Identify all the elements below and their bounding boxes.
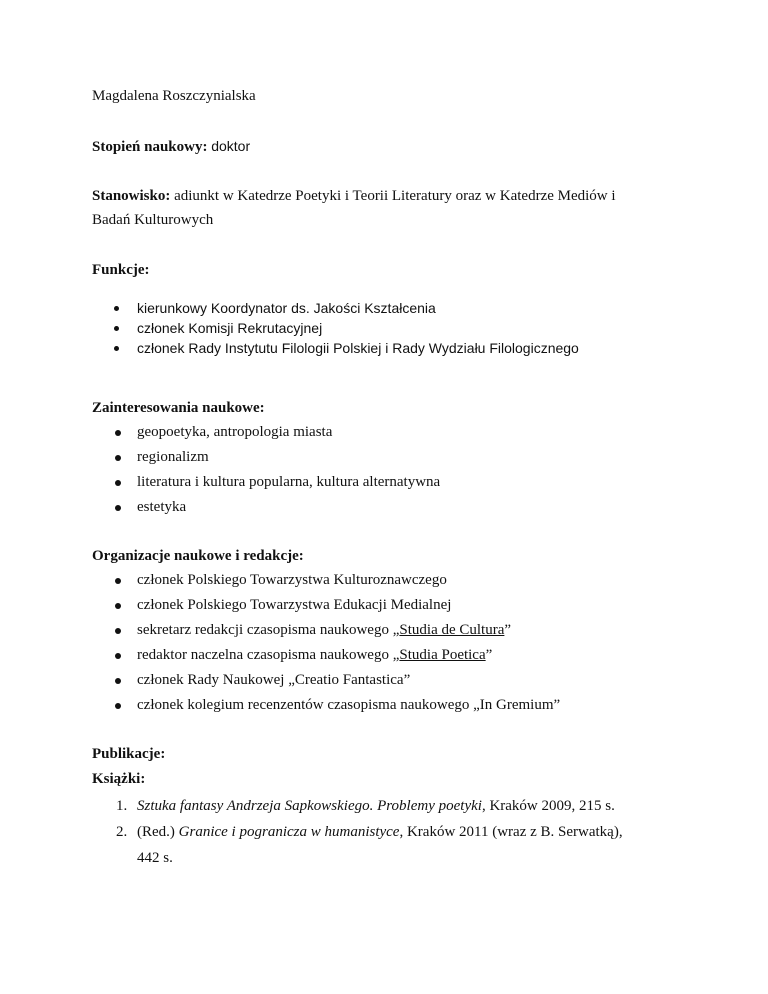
degree-label: Stopień naukowy:: [92, 139, 208, 155]
bullet-icon: [115, 430, 121, 436]
organizations-list: [92, 568, 560, 718]
position-label: Stanowisko:: [92, 188, 171, 204]
list-item: sekretarz redakcji czasopisma naukowego „Studia de Cultura”: [92, 618, 560, 643]
functions-list: [92, 298, 579, 358]
position-value-cont: Badań Kulturowych: [92, 212, 214, 228]
position-line: [92, 186, 616, 206]
position-value: adiunkt w Katedrze Poetyki i Teorii Literatury oraz w Katedrze Mediów i: [174, 188, 616, 204]
book-number: 2.: [116, 824, 128, 840]
book-title: Granice i pogranicza w humanistyce: [178, 824, 400, 840]
list-item: członek Polskiego Towarzystwa Kulturoznawczego: [92, 568, 560, 593]
book-item: 1. Sztuka fantasy Andrzeja Sapkowskiego. Problemy poetyki, Kraków 2009, 215 s.: [92, 793, 623, 819]
studia-poetica-link[interactable]: Studia Poetica: [399, 647, 486, 663]
functions-heading: Funkcje:: [92, 262, 150, 278]
bullet-icon: [114, 346, 119, 351]
interests-heading: Zainteresowania naukowe:: [92, 400, 265, 416]
list-item: członek Rady Instytutu Filologii Polskiej i Rady Wydziału Filologicznego: [92, 338, 579, 358]
list-item: regionalizm: [92, 445, 440, 470]
interests-list: [92, 420, 440, 520]
books-list: [92, 793, 623, 871]
list-item: redaktor naczelna czasopisma naukowego „Studia Poetica”: [92, 643, 560, 668]
bullet-icon: [115, 628, 121, 634]
bullet-icon: [115, 603, 121, 609]
book-title: Sztuka fantasy Andrzeja Sapkowskiego. Problemy poetyki: [137, 798, 482, 814]
bullet-icon: [114, 306, 119, 311]
book-item: 2. (Red.) Granice i pogranicza w humanistyce, Kraków 2011 (wraz z B. Serwatką), 442 s.: [92, 819, 623, 871]
list-item: członek Rady Naukowej „Creatio Fantastica”: [92, 668, 560, 693]
degree-line: [92, 136, 250, 157]
bullet-icon: [115, 455, 121, 461]
list-item: geopoetyka, antropologia miasta: [92, 420, 440, 445]
bullet-icon: [115, 505, 121, 511]
studia-de-cultura-link[interactable]: Studia de Cultura: [399, 622, 505, 638]
list-item: estetyka: [92, 495, 440, 520]
books-heading: Książki:: [92, 771, 146, 787]
list-item: członek Polskiego Towarzystwa Edukacji Medialnej: [92, 593, 560, 618]
bullet-icon: [115, 678, 121, 684]
degree-value: doktor: [211, 138, 251, 154]
list-item: literatura i kultura popularna, kultura alternatywna: [92, 470, 440, 495]
bullet-icon: [115, 578, 121, 584]
book-pages: 442 s.: [137, 850, 173, 866]
list-item: członek Komisji Rekrutacyjnej: [92, 318, 579, 338]
bullet-icon: [114, 326, 119, 331]
author-name: Magdalena Roszczynialska: [92, 88, 256, 104]
organizations-heading: Organizacje naukowe i redakcje:: [92, 548, 304, 564]
publications-heading: Publikacje:: [92, 746, 166, 762]
bullet-icon: [115, 653, 121, 659]
bullet-icon: [115, 703, 121, 709]
list-item: członek kolegium recenzentów czasopisma naukowego „In Gremium”: [92, 693, 560, 718]
bullet-icon: [115, 480, 121, 486]
book-number: 1.: [116, 798, 128, 814]
list-item: kierunkowy Koordynator ds. Jakości Kształcenia: [92, 298, 579, 318]
